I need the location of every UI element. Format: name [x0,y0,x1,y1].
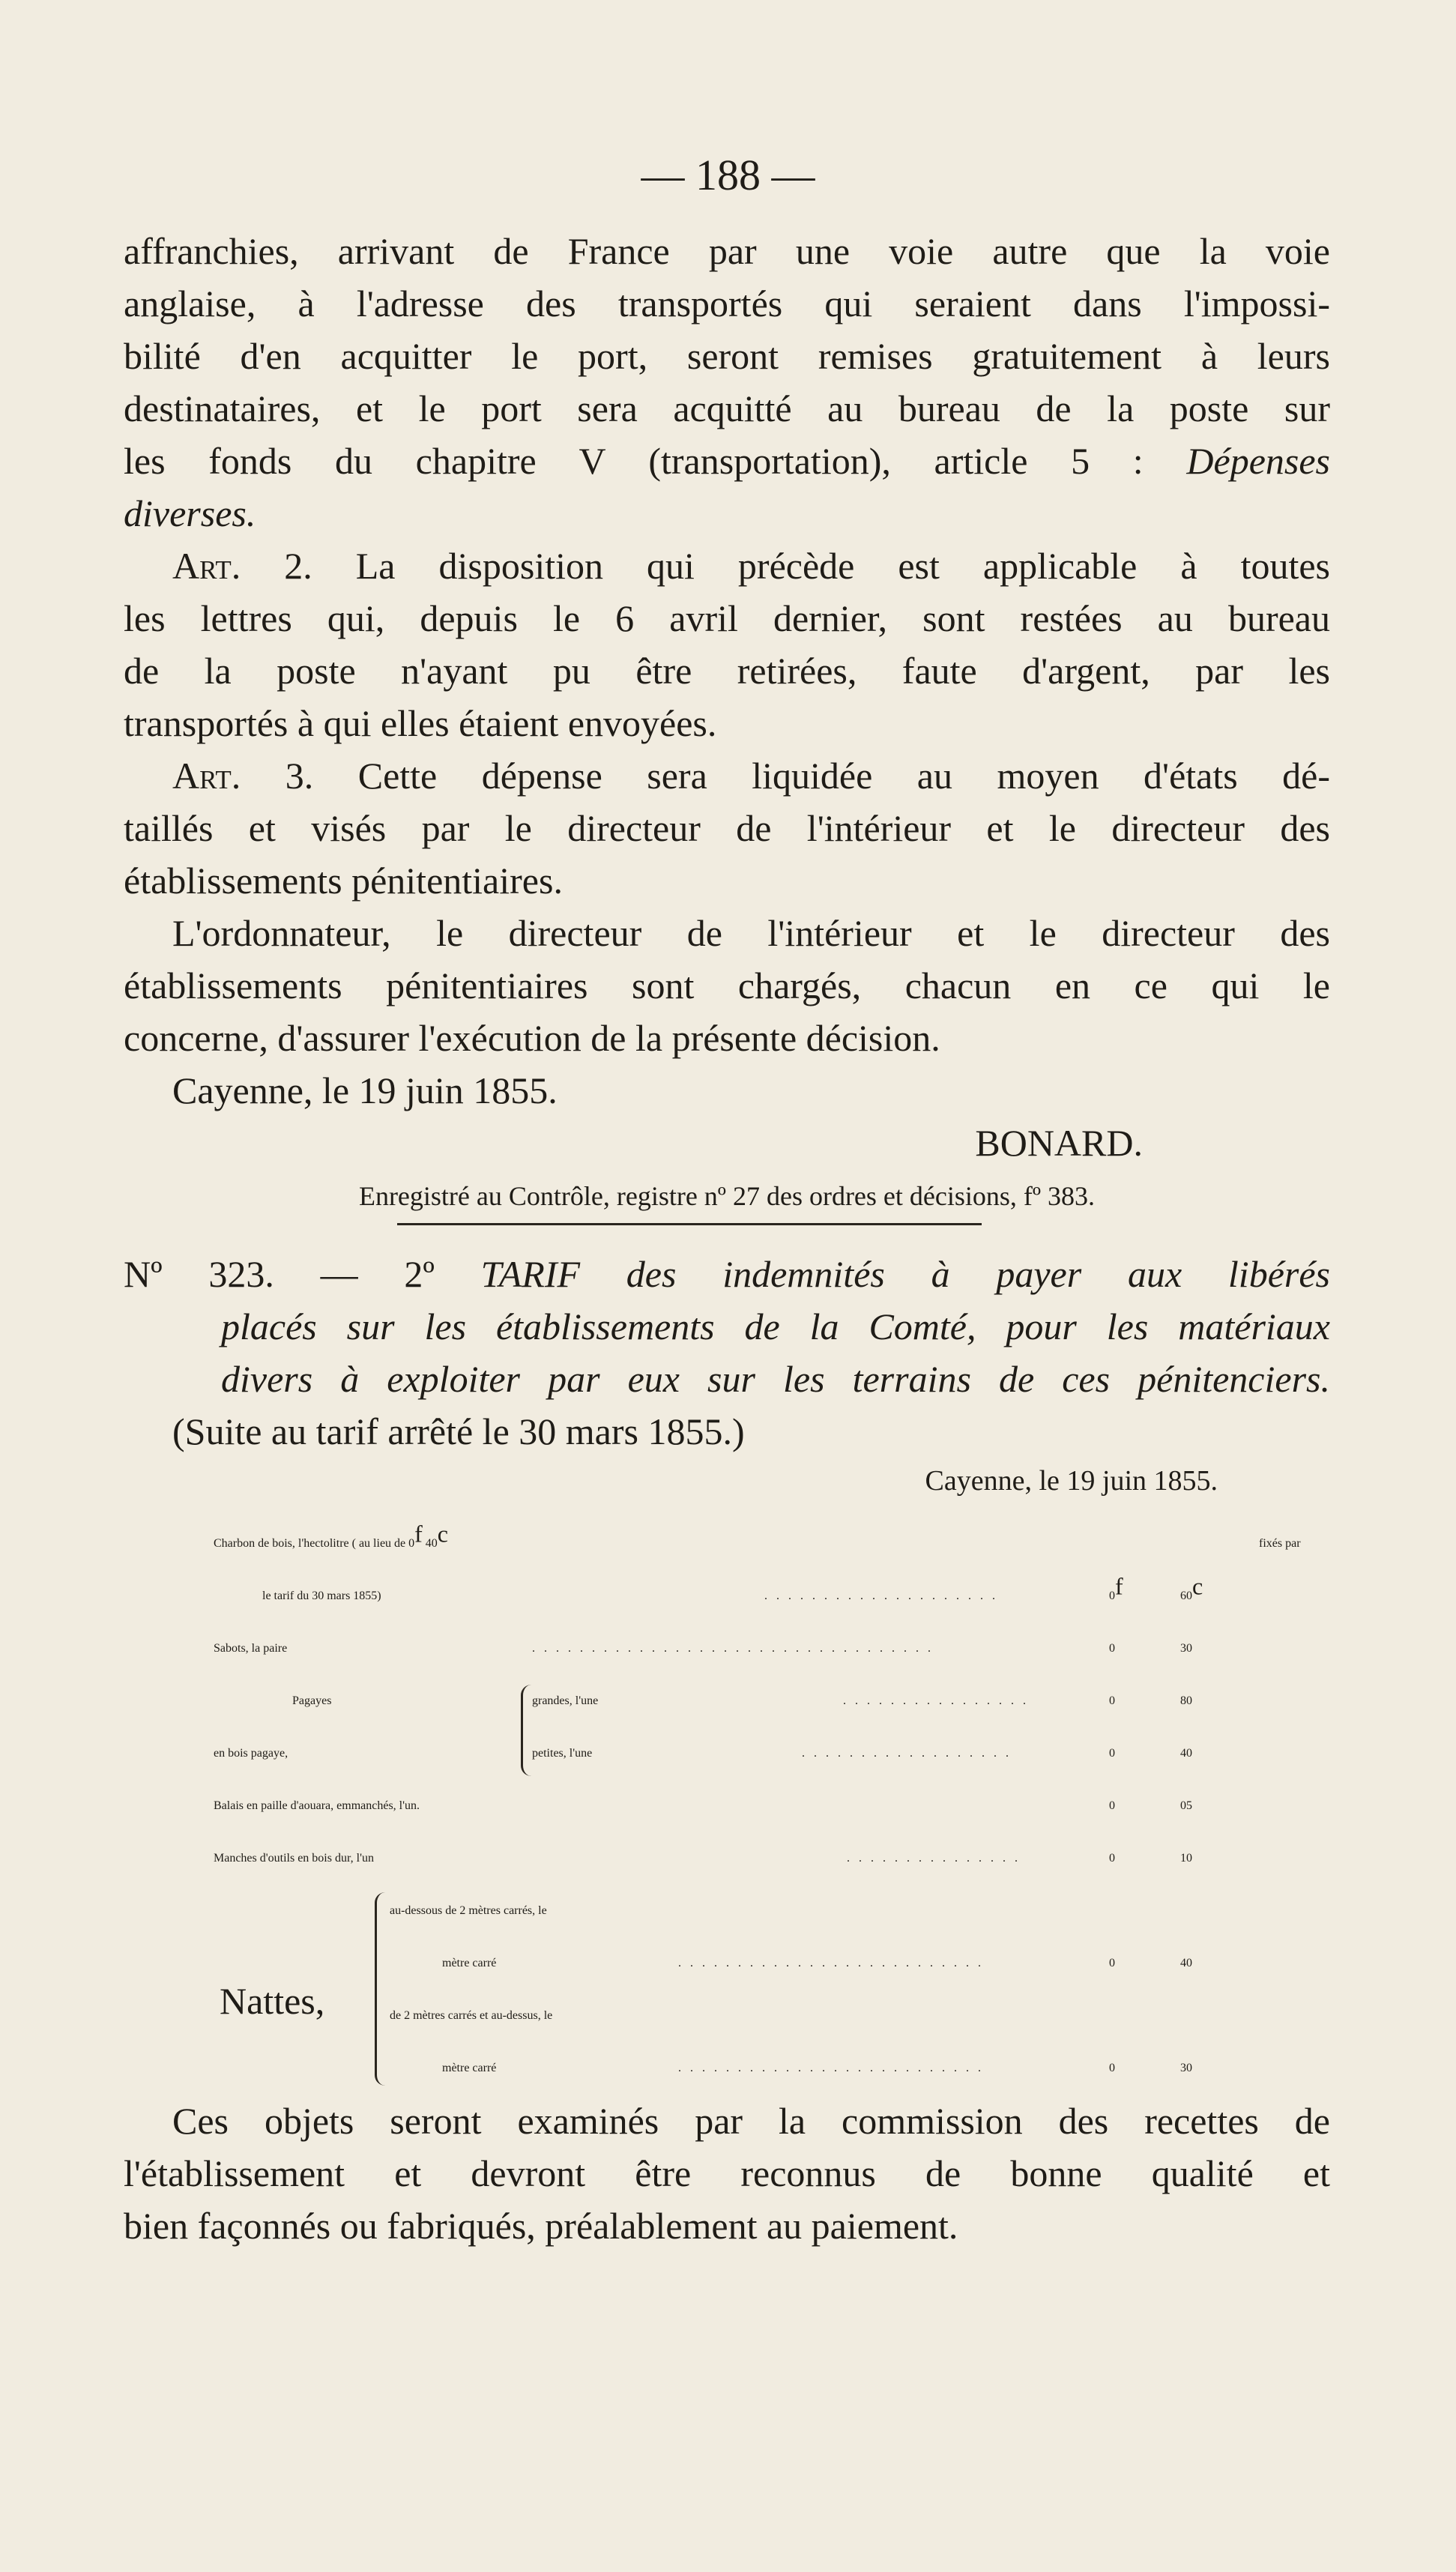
price-francs: 0 [1109,1957,1115,1969]
price-centimes: 80 [1180,1694,1192,1707]
tarif-section [124,1248,1330,1504]
pagayes-brace [521,1685,537,1776]
price-francs: 0 [1109,1642,1115,1655]
article-3: Art. 3. Cette dépense sera liquidée au moyen d'états dé- [172,755,1331,797]
registration-note: Enregistré au Contrôle, registre nº 27 des ordres et décisions, fº 383. [358,1181,1096,1211]
row-tail: fixés par [1259,1537,1301,1550]
price-centimes: 05 [1180,1799,1192,1812]
text-line: l'établissement et devront être reconnus de bonne qualité et [124,2152,1330,2194]
row-label: de 2 mètres carrés et au-dessus, le [390,2009,553,2022]
table-row [124,1832,1330,1885]
table-row [124,1570,1330,1622]
row-label: Manches d'outils en bois dur, l'un [214,1852,374,1865]
row-label: au-dessous de 2 mètres carrés, le [390,1904,547,1917]
text-line: Ces objets seront examinés par la commission des recettes de [172,2100,1330,2142]
table-row [124,1518,1330,1570]
text-line: destinataires, et le port sera acquitté au bureau de la poste sur [124,387,1330,429]
row-label: Pagayes [292,1694,332,1707]
leader-dots: . . . . . . . . . . . . . . . . . . . . . . . . . . [678,1957,984,1969]
price-centimes: 40 [1180,1747,1192,1760]
price-centimes: 30 [1180,2062,1192,2074]
text-line: transportés à qui elles étaient envoyées. [124,702,717,744]
text-line: bilité d'en acquitter le port, seront remises gratuitement à leurs [124,335,1330,377]
price-francs: 0$^f$ [1109,1572,1123,1602]
row-label: mètre carré [442,2062,497,2074]
tarif-heading [124,1248,1330,1458]
text-line: les lettres qui, depuis le 6 avril dernier, sont restées au bureau [124,597,1330,639]
ordonnateur-paragraph: L'ordonnateur, le directeur de l'intérieur et le directeur des [172,912,1330,954]
row-label: Balais en paille d'aouara, emmanchés, l'un. [214,1799,420,1812]
leader-dots: . . . . . . . . . . . . . . . . . . [802,1747,1012,1760]
text-line: de la poste n'ayant pu être retirées, faute d'argent, par les [124,650,1330,692]
tarif-title-line: divers à exploiter par eux sur les terrains de ces pénitenciers. [221,1358,1330,1400]
table-row [124,1727,1330,1780]
text-line: bien façonnés ou fabriqués, préalablement au paiement. [124,2205,958,2247]
table-row [124,1675,1330,1727]
leader-dots: . . . . . . . . . . . . . . . . . . . . . . . . . . [678,2062,984,2074]
signature: BONARD. [975,1122,1143,1164]
row-label: Sabots, la paire [214,1642,288,1655]
price-centimes: 10 [1180,1852,1192,1865]
row-sublabel: petites, l'une [532,1747,593,1760]
leader-dots: . . . . . . . . . . . . . . . [847,1852,1021,1865]
place-date: Cayenne, le 19 juin 1855. [172,1069,558,1111]
text-line: anglaise, à l'adresse des transportés qui seraient dans l'impossi- [124,283,1330,324]
leader-dots: . . . . . . . . . . . . . . . . . . . . [764,1590,998,1602]
text-line: les fonds du chapitre V (transportation), article 5 : Dépenses [124,440,1330,482]
text-line: établissements pénitentiaires. [124,860,563,902]
row-sublabel: grandes, l'une [532,1694,599,1707]
price-centimes: 30 [1180,1642,1192,1655]
price-francs: 0 [1109,1694,1115,1707]
price-centimes: 60$^c$ [1180,1572,1203,1602]
closing-paragraph [124,2095,1330,2252]
article-2: Art. 2. La disposition qui précède est applicable à toutes [172,545,1331,587]
text-line: établissements pénitentiaires sont chargés, chacun en ce qui le [124,964,1330,1006]
table-row [124,1780,1330,1832]
price-francs: 0 [1109,2062,1115,2074]
row-label: mètre carré [442,1957,497,1969]
leader-dots: . . . . . . . . . . . . . . . . . . . . . . . . . . . . . . . . . . [532,1642,934,1655]
row-label: en bois pagaye, [214,1747,289,1760]
tarif-title-line: Nº 323. — 2º TARIF des indemnités à payer aux libérés [124,1253,1330,1295]
text-line: taillés et visés par le directeur de l'intérieur et le directeur des [124,807,1330,849]
page-number: — 188 — [641,151,815,199]
price-centimes: 40 [1180,1957,1192,1969]
table-row [124,1885,1330,1937]
leader-dots: . . . . . . . . . . . . . . . . [843,1694,1029,1707]
table-row [124,2042,1330,2095]
price-francs: 0 [1109,1852,1115,1865]
row-label: Charbon de bois, l'hectolitre ( au lieu de 0$^f$ 40$^c$ [214,1520,448,1550]
price-francs: 0 [1109,1747,1115,1760]
row-label: le tarif du 30 mars 1855) [262,1590,381,1602]
tarif-title-line: placés sur les établissements de la Comté, pour les matériaux [221,1305,1330,1347]
nattes-brace [375,1892,390,2086]
decision-text [124,225,1330,1219]
tarif-suite: (Suite au tarif arrêté le 30 mars 1855.) [172,1410,745,1452]
text-line: affranchies, arrivant de France par une voie autre que la voie [124,230,1330,272]
price-francs: 0 [1109,1799,1115,1812]
section-divider [397,1223,982,1225]
table-row [124,1622,1330,1675]
text-line: concerne, d'assurer l'exécution de la présente décision. [124,1017,940,1059]
tarif-date: Cayenne, le 19 juin 1855. [925,1465,1218,1497]
nattes-label: Nattes, [220,1980,325,2022]
text-line: diverses. [124,492,256,534]
